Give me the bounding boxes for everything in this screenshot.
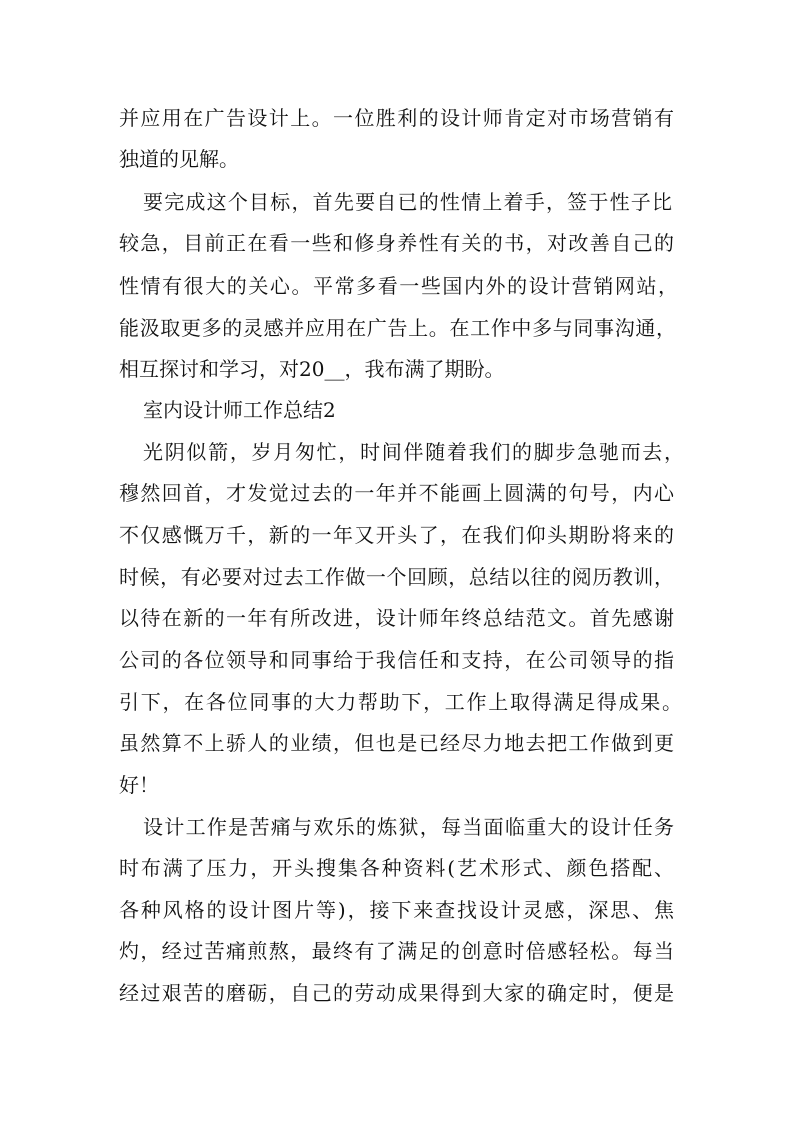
text-line: 公司的各位领导和同事给于我信任和支持，在公司领导的指 xyxy=(119,648,674,672)
text-line: 独道的见解。 xyxy=(119,147,239,171)
text-line: 设计工作是苦痛与欢乐的炼狱，每当面临重大的设计任务 xyxy=(143,815,674,839)
text-line: 时候，有必要对过去工作做一个回顾，总结以往的阅历教训， xyxy=(119,565,674,589)
text-line: 时布满了压力，开头搜集各种资料(艺术形式、颜色搭配、 xyxy=(119,856,674,880)
text-line: 各种风格的设计图片等)，接下来查找设计灵感，深思、焦 xyxy=(119,898,674,922)
text-line: 要完成这个目标，首先要自已的性情上着手，签于性子比 xyxy=(143,190,672,214)
text-line: 不仅感慨万千，新的一年又开头了，在我们仰头期盼将来的 xyxy=(119,523,674,547)
text-line: 引下，在各位同事的大力帮助下，工作上取得满足得成果。 xyxy=(119,690,682,714)
text-line: 以待在新的一年有所改进，设计师年终总结范文。首先感谢 xyxy=(119,606,674,630)
text-line: 穆然回首，才发觉过去的一年并不能画上圆满的句号，内心 xyxy=(119,481,674,505)
text-line: 虽然算不上骄人的业绩，但也是已经尽力地去把工作做到更 xyxy=(119,731,674,755)
text-line: 好！ xyxy=(119,773,159,797)
text-line: 性情有很大的关心。平常多看一些国内外的设计营销网站， xyxy=(119,274,678,298)
section-heading: 室内设计师工作总结2 xyxy=(143,398,336,422)
text-line: 光阴似箭，岁月匆忙，时间伴随着我们的脚步急驰而去， xyxy=(143,440,684,464)
text-line: 并应用在广告设计上。一位胜利的设计师肯定对市场营销有 xyxy=(119,106,674,130)
text-line: 较急，目前正在看一些和修身养性有关的书，对改善自己的 xyxy=(119,231,674,255)
text-line: 灼，经过苦痛煎熬，最终有了满足的创意时倍感轻松。每当 xyxy=(119,939,674,963)
text-line: 相互探讨和学习，对20__，我布满了期盼。 xyxy=(119,357,505,381)
text-line: 经过艰苦的磨砺，自己的劳动成果得到大家的确定时，便是 xyxy=(119,981,674,1005)
text-line: 能汲取更多的灵感并应用在广告上。在工作中多与同事沟通， xyxy=(119,316,676,340)
